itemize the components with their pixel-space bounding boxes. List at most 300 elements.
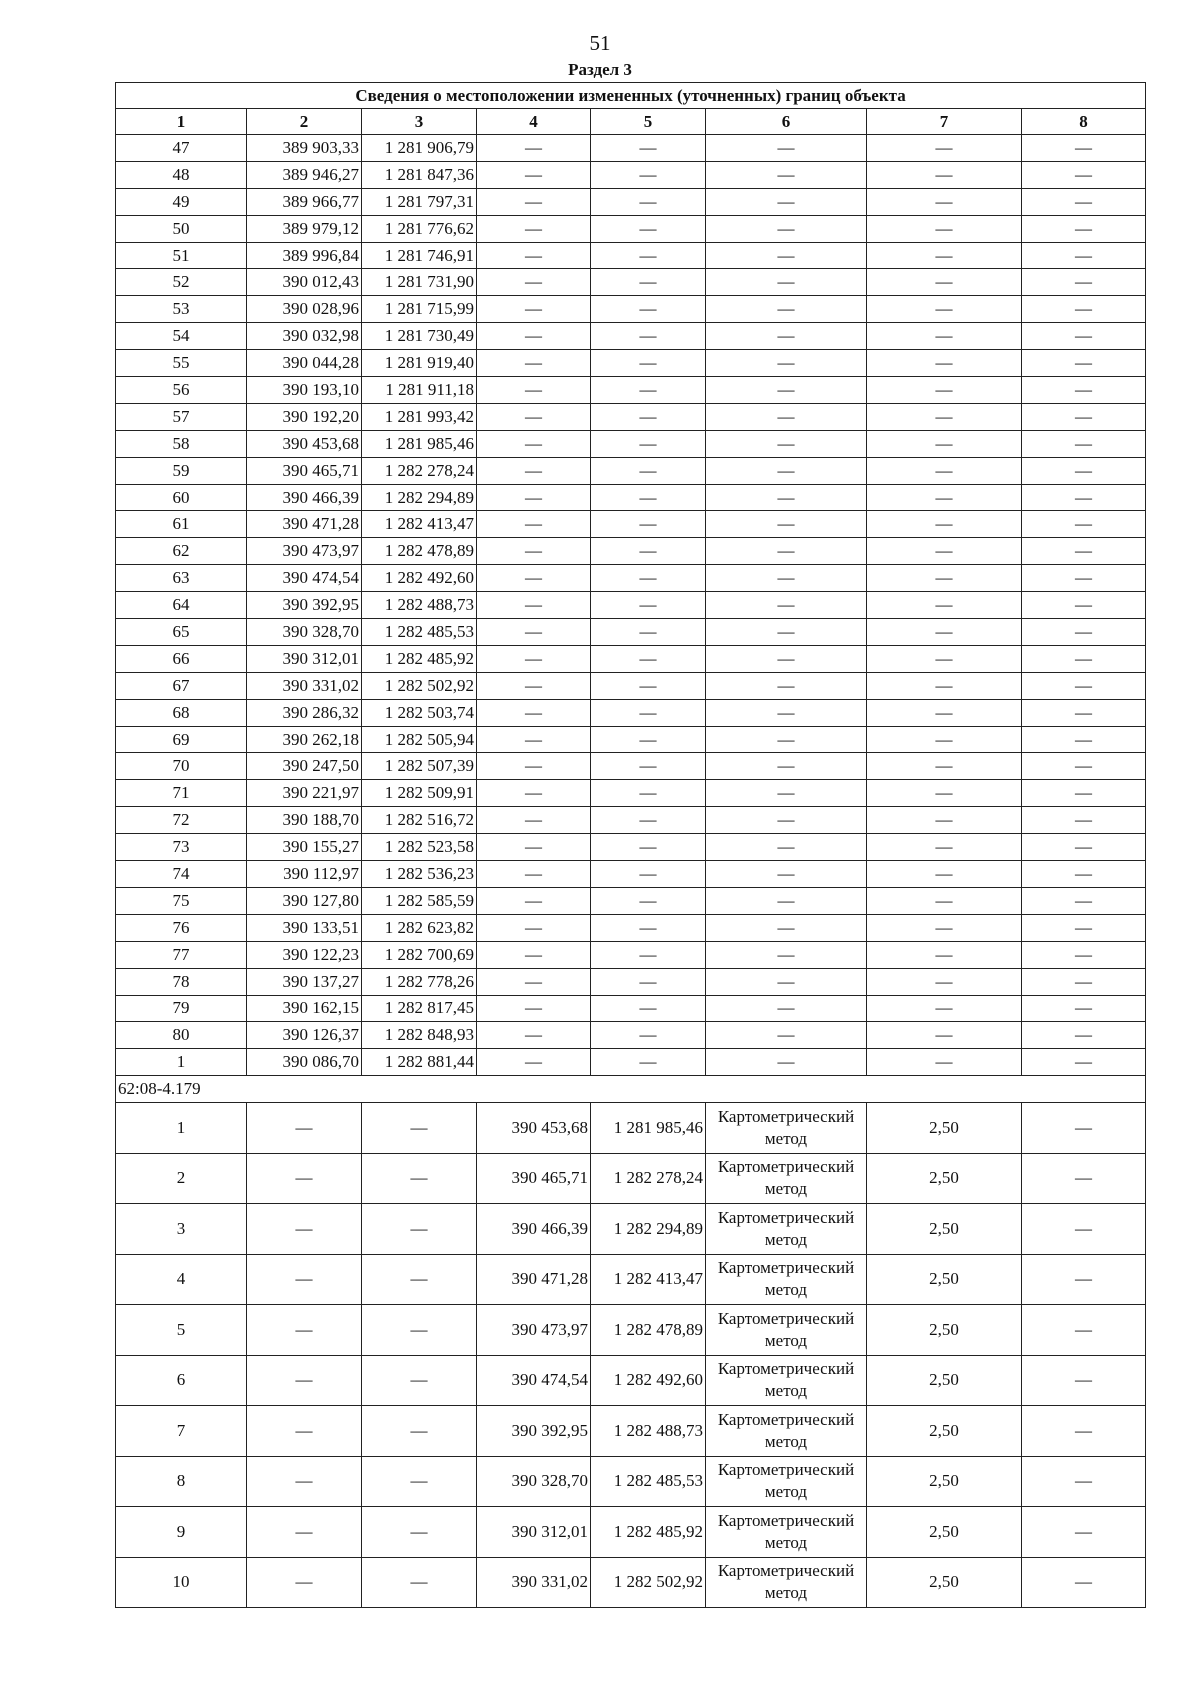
empty-dash-cell: — — [867, 592, 1022, 619]
point-number-cell: 1 — [116, 1103, 247, 1154]
empty-dash-cell: — — [867, 323, 1022, 350]
point-number-cell: 51 — [116, 242, 247, 269]
empty-dash-cell: — — [867, 296, 1022, 323]
table-row — [116, 1406, 1146, 1457]
empty-dash-cell: — — [1022, 1103, 1146, 1154]
column-number: 1 — [116, 109, 247, 135]
empty-dash-cell: — — [867, 887, 1022, 914]
section-title: Раздел 3 — [568, 60, 632, 79]
table-row — [116, 1456, 1146, 1507]
empty-dash-cell: — — [1022, 1456, 1146, 1507]
point-number-cell: 75 — [116, 887, 247, 914]
x-coordinate-cell: 390 466,39 — [247, 484, 362, 511]
empty-dash-cell: — — [867, 350, 1022, 377]
accuracy-cell: 2,50 — [867, 1507, 1022, 1558]
point-number-cell: 78 — [116, 968, 247, 995]
point-number-cell: 74 — [116, 861, 247, 888]
x-coordinate-cell: 390 221,97 — [247, 780, 362, 807]
method-cell: Картометрический метод — [706, 1153, 867, 1204]
empty-dash-cell: — — [591, 672, 706, 699]
empty-dash-cell: — — [706, 672, 867, 699]
point-number-cell: 68 — [116, 699, 247, 726]
x-coordinate-cell: 390 012,43 — [247, 269, 362, 296]
new-y-coordinate-cell: 1 282 492,60 — [591, 1355, 706, 1406]
x-coordinate-cell: 390 262,18 — [247, 726, 362, 753]
empty-dash-cell: — — [1022, 242, 1146, 269]
empty-dash-cell: — — [591, 377, 706, 404]
empty-dash-cell: — — [477, 914, 591, 941]
empty-dash-cell: — — [1022, 1254, 1146, 1305]
empty-dash-cell: — — [867, 1022, 1022, 1049]
empty-dash-cell: — — [706, 807, 867, 834]
empty-dash-cell: — — [1022, 1305, 1146, 1356]
empty-dash-cell: — — [477, 753, 591, 780]
empty-dash-cell: — — [247, 1507, 362, 1558]
empty-dash-cell: — — [1022, 968, 1146, 995]
empty-dash-cell: — — [1022, 807, 1146, 834]
empty-dash-cell: — — [1022, 403, 1146, 430]
x-coordinate-cell: 390 193,10 — [247, 377, 362, 404]
accuracy-cell: 2,50 — [867, 1153, 1022, 1204]
new-y-coordinate-cell: 1 282 478,89 — [591, 1305, 706, 1356]
empty-dash-cell: — — [867, 215, 1022, 242]
table-row — [116, 188, 1146, 215]
empty-dash-cell: — — [247, 1355, 362, 1406]
y-coordinate-cell: 1 282 516,72 — [362, 807, 477, 834]
empty-dash-cell: — — [477, 1022, 591, 1049]
empty-dash-cell: — — [1022, 861, 1146, 888]
point-number-cell: 72 — [116, 807, 247, 834]
y-coordinate-cell: 1 282 623,82 — [362, 914, 477, 941]
table-row — [116, 1355, 1146, 1406]
empty-dash-cell: — — [1022, 1204, 1146, 1255]
empty-dash-cell: — — [591, 565, 706, 592]
empty-dash-cell: — — [1022, 941, 1146, 968]
empty-dash-cell: — — [591, 807, 706, 834]
boundary-coordinates-table — [115, 82, 1146, 1608]
table-row — [116, 699, 1146, 726]
empty-dash-cell: — — [591, 861, 706, 888]
new-x-coordinate-cell: 390 473,97 — [477, 1305, 591, 1356]
empty-dash-cell: — — [362, 1305, 477, 1356]
method-cell: Картометрический метод — [706, 1103, 867, 1154]
empty-dash-cell: — — [591, 780, 706, 807]
empty-dash-cell: — — [591, 484, 706, 511]
point-number-cell: 10 — [116, 1557, 247, 1608]
table-row — [116, 887, 1146, 914]
point-number-cell: 8 — [116, 1456, 247, 1507]
y-coordinate-cell: 1 281 985,46 — [362, 430, 477, 457]
empty-dash-cell: — — [1022, 887, 1146, 914]
point-number-cell: 70 — [116, 753, 247, 780]
empty-dash-cell: — — [362, 1456, 477, 1507]
empty-dash-cell: — — [477, 457, 591, 484]
empty-dash-cell: — — [1022, 726, 1146, 753]
point-number-cell: 61 — [116, 511, 247, 538]
point-number-cell: 47 — [116, 135, 247, 162]
empty-dash-cell: — — [477, 861, 591, 888]
empty-dash-cell: — — [477, 699, 591, 726]
empty-dash-cell: — — [867, 1049, 1022, 1076]
point-number-cell: 3 — [116, 1204, 247, 1255]
empty-dash-cell: — — [706, 592, 867, 619]
table-row — [116, 538, 1146, 565]
table-row — [116, 807, 1146, 834]
method-cell: Картометрический метод — [706, 1456, 867, 1507]
empty-dash-cell: — — [867, 188, 1022, 215]
empty-dash-cell: — — [867, 484, 1022, 511]
existing-points-body — [116, 135, 1146, 1076]
empty-dash-cell: — — [706, 403, 867, 430]
y-coordinate-cell: 1 282 502,92 — [362, 672, 477, 699]
new-x-coordinate-cell: 390 474,54 — [477, 1355, 591, 1406]
empty-dash-cell: — — [706, 296, 867, 323]
new-y-coordinate-cell: 1 282 488,73 — [591, 1406, 706, 1457]
empty-dash-cell: — — [362, 1355, 477, 1406]
new-x-coordinate-cell: 390 331,02 — [477, 1557, 591, 1608]
empty-dash-cell: — — [1022, 914, 1146, 941]
column-number-row — [116, 109, 1146, 135]
empty-dash-cell: — — [362, 1254, 477, 1305]
point-number-cell: 48 — [116, 161, 247, 188]
empty-dash-cell: — — [706, 215, 867, 242]
method-cell: Картометрический метод — [706, 1507, 867, 1558]
x-coordinate-cell: 389 979,12 — [247, 215, 362, 242]
y-coordinate-cell: 1 282 492,60 — [362, 565, 477, 592]
empty-dash-cell: — — [591, 941, 706, 968]
x-coordinate-cell: 390 137,27 — [247, 968, 362, 995]
x-coordinate-cell: 390 453,68 — [247, 430, 362, 457]
empty-dash-cell: — — [591, 350, 706, 377]
y-coordinate-cell: 1 281 746,91 — [362, 242, 477, 269]
x-coordinate-cell: 390 044,28 — [247, 350, 362, 377]
y-coordinate-cell: 1 281 911,18 — [362, 377, 477, 404]
x-coordinate-cell: 390 392,95 — [247, 592, 362, 619]
point-number-cell: 52 — [116, 269, 247, 296]
empty-dash-cell: — — [591, 511, 706, 538]
empty-dash-cell: — — [1022, 753, 1146, 780]
empty-dash-cell: — — [477, 323, 591, 350]
x-coordinate-cell: 390 312,01 — [247, 645, 362, 672]
empty-dash-cell: — — [867, 430, 1022, 457]
point-number-cell: 62 — [116, 538, 247, 565]
empty-dash-cell: — — [706, 861, 867, 888]
empty-dash-cell: — — [1022, 457, 1146, 484]
new-x-coordinate-cell: 390 328,70 — [477, 1456, 591, 1507]
empty-dash-cell: — — [477, 887, 591, 914]
y-coordinate-cell: 1 281 730,49 — [362, 323, 477, 350]
y-coordinate-cell: 1 281 906,79 — [362, 135, 477, 162]
empty-dash-cell: — — [1022, 1049, 1146, 1076]
y-coordinate-cell: 1 282 503,74 — [362, 699, 477, 726]
empty-dash-cell: — — [591, 619, 706, 646]
table-row — [116, 753, 1146, 780]
empty-dash-cell: — — [1022, 296, 1146, 323]
empty-dash-cell: — — [706, 188, 867, 215]
empty-dash-cell: — — [1022, 350, 1146, 377]
empty-dash-cell: — — [477, 242, 591, 269]
new-x-coordinate-cell: 390 465,71 — [477, 1153, 591, 1204]
empty-dash-cell: — — [706, 726, 867, 753]
table-row — [116, 430, 1146, 457]
method-cell: Картометрический метод — [706, 1204, 867, 1255]
empty-dash-cell: — — [1022, 780, 1146, 807]
method-cell: Картометрический метод — [706, 1355, 867, 1406]
point-number-cell: 55 — [116, 350, 247, 377]
column-number: 2 — [247, 109, 362, 135]
empty-dash-cell: — — [1022, 215, 1146, 242]
empty-dash-cell: — — [1022, 1507, 1146, 1558]
accuracy-cell: 2,50 — [867, 1305, 1022, 1356]
empty-dash-cell: — — [1022, 699, 1146, 726]
empty-dash-cell: — — [1022, 430, 1146, 457]
empty-dash-cell: — — [1022, 161, 1146, 188]
x-coordinate-cell: 390 474,54 — [247, 565, 362, 592]
empty-dash-cell: — — [1022, 538, 1146, 565]
y-coordinate-cell: 1 281 715,99 — [362, 296, 477, 323]
empty-dash-cell: — — [706, 323, 867, 350]
x-coordinate-cell: 390 112,97 — [247, 861, 362, 888]
empty-dash-cell: — — [591, 135, 706, 162]
accuracy-cell: 2,50 — [867, 1456, 1022, 1507]
empty-dash-cell: — — [706, 834, 867, 861]
empty-dash-cell: — — [867, 511, 1022, 538]
empty-dash-cell: — — [867, 807, 1022, 834]
empty-dash-cell: — — [706, 377, 867, 404]
table-row — [116, 1153, 1146, 1204]
empty-dash-cell: — — [867, 457, 1022, 484]
table-row — [116, 592, 1146, 619]
y-coordinate-cell: 1 282 294,89 — [362, 484, 477, 511]
new-y-coordinate-cell: 1 282 485,92 — [591, 1507, 706, 1558]
empty-dash-cell: — — [867, 672, 1022, 699]
empty-dash-cell: — — [706, 887, 867, 914]
empty-dash-cell: — — [706, 430, 867, 457]
x-coordinate-cell: 390 473,97 — [247, 538, 362, 565]
empty-dash-cell: — — [706, 538, 867, 565]
empty-dash-cell: — — [867, 699, 1022, 726]
empty-dash-cell: — — [1022, 1153, 1146, 1204]
empty-dash-cell: — — [1022, 672, 1146, 699]
table-row — [116, 511, 1146, 538]
empty-dash-cell: — — [1022, 484, 1146, 511]
empty-dash-cell: — — [867, 726, 1022, 753]
new-y-coordinate-cell: 1 282 294,89 — [591, 1204, 706, 1255]
new-x-coordinate-cell: 390 471,28 — [477, 1254, 591, 1305]
x-coordinate-cell: 390 127,80 — [247, 887, 362, 914]
point-number-cell: 4 — [116, 1254, 247, 1305]
empty-dash-cell: — — [867, 780, 1022, 807]
empty-dash-cell: — — [1022, 565, 1146, 592]
point-number-cell: 66 — [116, 645, 247, 672]
table-row — [116, 296, 1146, 323]
table-row — [116, 1022, 1146, 1049]
table-row — [116, 1204, 1146, 1255]
column-number: 7 — [867, 109, 1022, 135]
empty-dash-cell: — — [477, 296, 591, 323]
empty-dash-cell: — — [591, 430, 706, 457]
empty-dash-cell: — — [867, 834, 1022, 861]
empty-dash-cell: — — [591, 296, 706, 323]
empty-dash-cell: — — [1022, 592, 1146, 619]
y-coordinate-cell: 1 282 700,69 — [362, 941, 477, 968]
y-coordinate-cell: 1 282 485,53 — [362, 619, 477, 646]
x-coordinate-cell: 390 155,27 — [247, 834, 362, 861]
empty-dash-cell: — — [706, 242, 867, 269]
empty-dash-cell: — — [477, 511, 591, 538]
empty-dash-cell: — — [477, 995, 591, 1022]
empty-dash-cell: — — [591, 914, 706, 941]
x-coordinate-cell: 390 247,50 — [247, 753, 362, 780]
empty-dash-cell: — — [477, 215, 591, 242]
point-number-cell: 65 — [116, 619, 247, 646]
empty-dash-cell: — — [477, 1049, 591, 1076]
point-number-cell: 80 — [116, 1022, 247, 1049]
empty-dash-cell: — — [1022, 834, 1146, 861]
empty-dash-cell: — — [867, 565, 1022, 592]
empty-dash-cell: — — [477, 430, 591, 457]
accuracy-cell: 2,50 — [867, 1557, 1022, 1608]
empty-dash-cell: — — [591, 995, 706, 1022]
empty-dash-cell: — — [591, 188, 706, 215]
x-coordinate-cell: 390 032,98 — [247, 323, 362, 350]
x-coordinate-cell: 389 946,27 — [247, 161, 362, 188]
empty-dash-cell: — — [1022, 995, 1146, 1022]
x-coordinate-cell: 390 328,70 — [247, 619, 362, 646]
empty-dash-cell: — — [477, 135, 591, 162]
table-caption: Сведения о местоположении измененных (уточненных) границ объекта — [116, 83, 1146, 109]
empty-dash-cell: — — [706, 968, 867, 995]
empty-dash-cell: — — [591, 753, 706, 780]
empty-dash-cell: — — [706, 780, 867, 807]
empty-dash-cell: — — [867, 538, 1022, 565]
empty-dash-cell: — — [591, 1022, 706, 1049]
empty-dash-cell: — — [591, 887, 706, 914]
point-number-cell: 5 — [116, 1305, 247, 1356]
point-number-cell: 54 — [116, 323, 247, 350]
y-coordinate-cell: 1 282 505,94 — [362, 726, 477, 753]
empty-dash-cell: — — [706, 914, 867, 941]
point-number-cell: 2 — [116, 1153, 247, 1204]
empty-dash-cell: — — [706, 135, 867, 162]
table-row — [116, 995, 1146, 1022]
x-coordinate-cell: 390 122,23 — [247, 941, 362, 968]
empty-dash-cell: — — [591, 645, 706, 672]
column-number: 8 — [1022, 109, 1146, 135]
x-coordinate-cell: 390 331,02 — [247, 672, 362, 699]
point-number-cell: 9 — [116, 1507, 247, 1558]
table-row — [116, 861, 1146, 888]
point-number-cell: 71 — [116, 780, 247, 807]
new-x-coordinate-cell: 390 466,39 — [477, 1204, 591, 1255]
empty-dash-cell: — — [477, 161, 591, 188]
empty-dash-cell: — — [362, 1406, 477, 1457]
table-row — [116, 1557, 1146, 1608]
new-y-coordinate-cell: 1 282 278,24 — [591, 1153, 706, 1204]
empty-dash-cell: — — [867, 645, 1022, 672]
point-number-cell: 67 — [116, 672, 247, 699]
empty-dash-cell: — — [867, 753, 1022, 780]
y-coordinate-cell: 1 282 509,91 — [362, 780, 477, 807]
empty-dash-cell: — — [591, 699, 706, 726]
table-row — [116, 1103, 1146, 1154]
empty-dash-cell: — — [867, 914, 1022, 941]
table-row — [116, 968, 1146, 995]
table-row — [116, 941, 1146, 968]
point-number-cell: 49 — [116, 188, 247, 215]
empty-dash-cell: — — [477, 377, 591, 404]
parcel-group-label: 62:08-4.179 — [116, 1076, 1146, 1103]
y-coordinate-cell: 1 281 776,62 — [362, 215, 477, 242]
empty-dash-cell: — — [477, 834, 591, 861]
point-number-cell: 56 — [116, 377, 247, 404]
column-number: 3 — [362, 109, 477, 135]
y-coordinate-cell: 1 282 536,23 — [362, 861, 477, 888]
y-coordinate-cell: 1 282 817,45 — [362, 995, 477, 1022]
empty-dash-cell: — — [247, 1456, 362, 1507]
y-coordinate-cell: 1 282 485,92 — [362, 645, 477, 672]
empty-dash-cell: — — [477, 807, 591, 834]
table-row — [116, 645, 1146, 672]
empty-dash-cell: — — [706, 161, 867, 188]
point-number-cell: 76 — [116, 914, 247, 941]
new-y-coordinate-cell: 1 281 985,46 — [591, 1103, 706, 1154]
column-number: 5 — [591, 109, 706, 135]
empty-dash-cell: — — [362, 1153, 477, 1204]
new-x-coordinate-cell: 390 392,95 — [477, 1406, 591, 1457]
point-number-cell: 53 — [116, 296, 247, 323]
empty-dash-cell: — — [706, 645, 867, 672]
empty-dash-cell: — — [477, 780, 591, 807]
y-coordinate-cell: 1 282 585,59 — [362, 887, 477, 914]
point-number-cell: 64 — [116, 592, 247, 619]
empty-dash-cell: — — [247, 1305, 362, 1356]
empty-dash-cell: — — [706, 995, 867, 1022]
empty-dash-cell: — — [247, 1557, 362, 1608]
empty-dash-cell: — — [477, 269, 591, 296]
empty-dash-cell: — — [706, 457, 867, 484]
point-number-cell: 69 — [116, 726, 247, 753]
empty-dash-cell: — — [867, 161, 1022, 188]
table-row — [116, 135, 1146, 162]
empty-dash-cell: — — [477, 403, 591, 430]
page-number: 51 — [589, 31, 611, 55]
new-x-coordinate-cell: 390 312,01 — [477, 1507, 591, 1558]
point-number-cell: 73 — [116, 834, 247, 861]
column-number: 6 — [706, 109, 867, 135]
x-coordinate-cell: 390 286,32 — [247, 699, 362, 726]
empty-dash-cell: — — [477, 672, 591, 699]
empty-dash-cell: — — [867, 135, 1022, 162]
table-row — [116, 457, 1146, 484]
empty-dash-cell: — — [591, 834, 706, 861]
empty-dash-cell: — — [706, 1022, 867, 1049]
table-row — [116, 834, 1146, 861]
empty-dash-cell: — — [706, 619, 867, 646]
empty-dash-cell: — — [706, 1049, 867, 1076]
empty-dash-cell: — — [1022, 1355, 1146, 1406]
y-coordinate-cell: 1 281 993,42 — [362, 403, 477, 430]
table-row — [116, 161, 1146, 188]
y-coordinate-cell: 1 282 848,93 — [362, 1022, 477, 1049]
empty-dash-cell: — — [477, 565, 591, 592]
empty-dash-cell: — — [247, 1254, 362, 1305]
y-coordinate-cell: 1 281 731,90 — [362, 269, 477, 296]
empty-dash-cell: — — [867, 242, 1022, 269]
table-row — [116, 242, 1146, 269]
table-row — [116, 1254, 1146, 1305]
empty-dash-cell: — — [706, 484, 867, 511]
